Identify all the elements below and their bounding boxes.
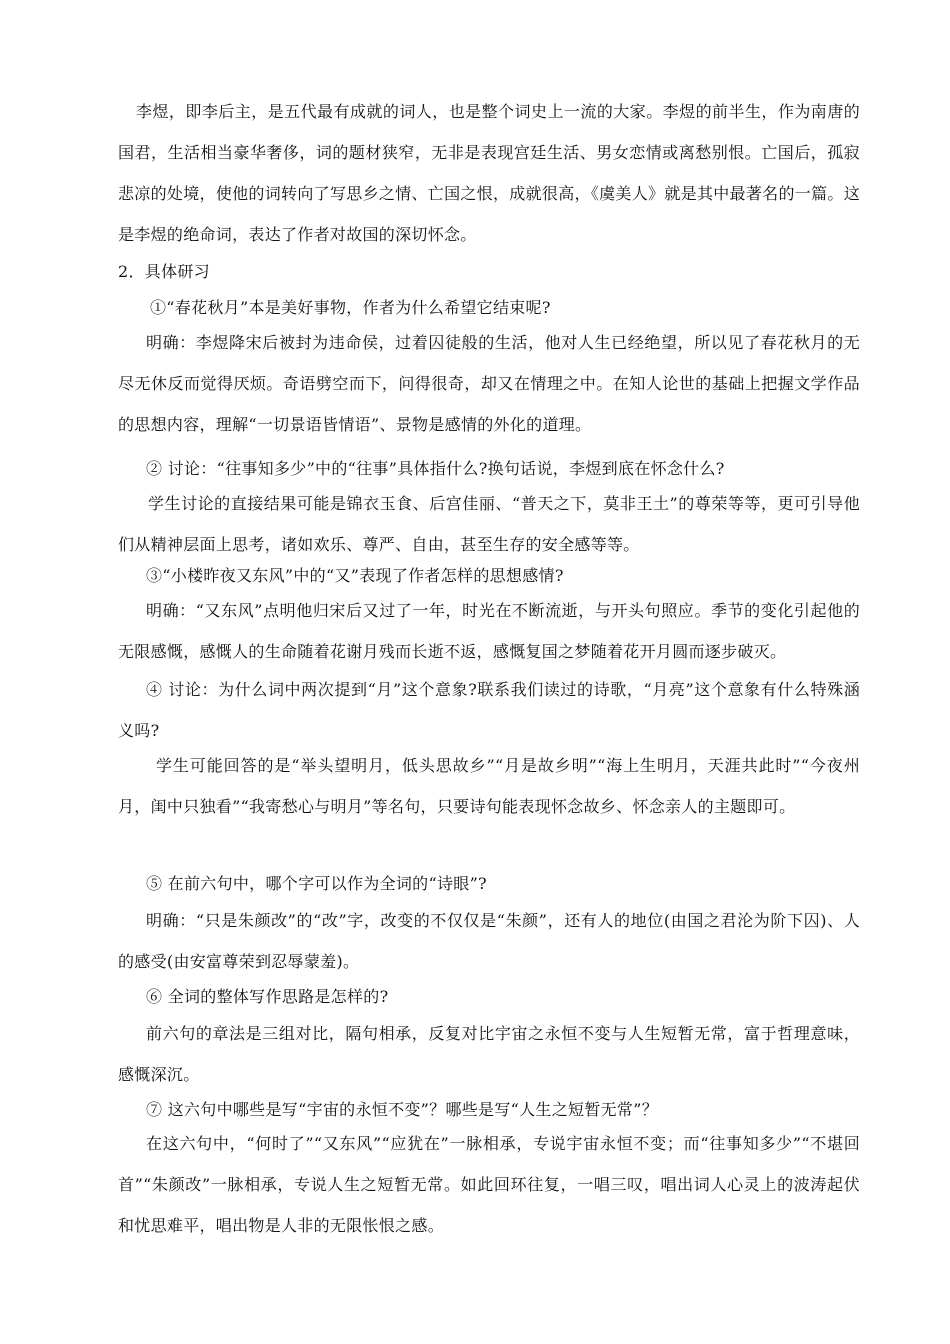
answer-5: 明确：“只是朱颜改”的“改”字，改变的不仅仅是“朱颜”，还有人的地位(由国之君沦为阶下囚)、人的感受(由安富尊荣到忍辱蒙羞)。 [118,911,860,971]
answer-4: 学生可能回答的是“举头望明月，低头思故乡”“月是故乡明”“海上生明月，天涯共此时”“今夜州月，闺中只独看”“我寄愁心与明月”等名句，只要诗句能表现怀念故乡、怀念亲人的主题即可。 [118,756,860,816]
answer-6: 前六句的章法是三组对比，隔句相承，反复对比宇宙之永恒不变与人生短暂无常，富于哲理意味，感慨深沉。 [118,1024,860,1084]
section-heading: 2．具体研习 [118,262,210,281]
question-2: ② 讨论：“往事知多少”中的“往事”具体指什么?换句话说，李煜到底在怀念什么? [146,459,725,478]
intro-paragraph: 李煜，即李后主，是五代最有成就的词人，也是整个词史上一流的大家。李煜的前半生，作为南唐的国君，生活相当豪华奢侈，词的题材狭窄，无非是表现宫廷生活、男女恋情或离愁别恨。亡国后，孤寂悲凉的处境，使他的词转向了写思乡之情、亡国之恨，成就很高，《虞美人》就是其中最著名的一篇。这是李煜的绝命词，表达了作者对故国的深切怀念。 [118,102,860,244]
question-3: ③“小楼昨夜又东风”中的“又”表现了作者怎样的思想感情? [146,566,564,585]
answer-2: 学生讨论的直接结果可能是锦衣玉食、后宫佳丽、“普天之下，莫非王土”的尊荣等等，更可引导他们从精神层面上思考，诸如欢乐、尊严、自由，甚至生存的安全感等等。 [118,494,860,554]
answer-7: 在这六句中，“何时了”“又东风”“应犹在”一脉相承，专说宇宙永恒不变；而“往事知多少”“不堪回首”“朱颜改”一脉相承，专说人生之短暂无常。如此回环往复，一唱三叹，唱出词人心灵上的波涛起伏和忧思难平，唱出物是人非的无限怅恨之感。 [118,1134,860,1235]
question-1: ①“春花秋月”本是美好事物，作者为什么希望它结束呢? [150,298,551,317]
answer-1: 明确：李煜降宋后被封为违命侯，过着囚徒般的生活，他对人生已经绝望，所以见了春花秋月的无尽无休反而觉得厌烦。奇语劈空而下，问得很奇，却又在情理之中。在知人论世的基础上把握文学作品的思想内容，理解“一切景语皆情语”、景物是感情的外化的道理。 [118,333,860,434]
question-7: ⑦ 这六句中哪些是写“宇宙的永恒不变”？哪些是写“人生之短暂无常”？ [146,1100,659,1119]
question-4: ④ 讨论：为什么词中两次提到“月”这个意象?联系我们读过的诗歌，“月亮”这个意象有什么特殊涵义吗? [118,680,860,740]
answer-3: 明确：“又东风”点明他归宋后又过了一年，时光在不断流逝，与开头句照应。季节的变化引起他的无限感慨，感慨人的生命随着花谢月残而长逝不返，感慨复国之梦随着花开月圆而逐步破灭。 [118,601,860,661]
question-6: ⑥ 全词的整体写作思路是怎样的? [146,987,389,1006]
question-5: ⑤ 在前六句中，哪个字可以作为全词的“诗眼”? [146,874,487,893]
